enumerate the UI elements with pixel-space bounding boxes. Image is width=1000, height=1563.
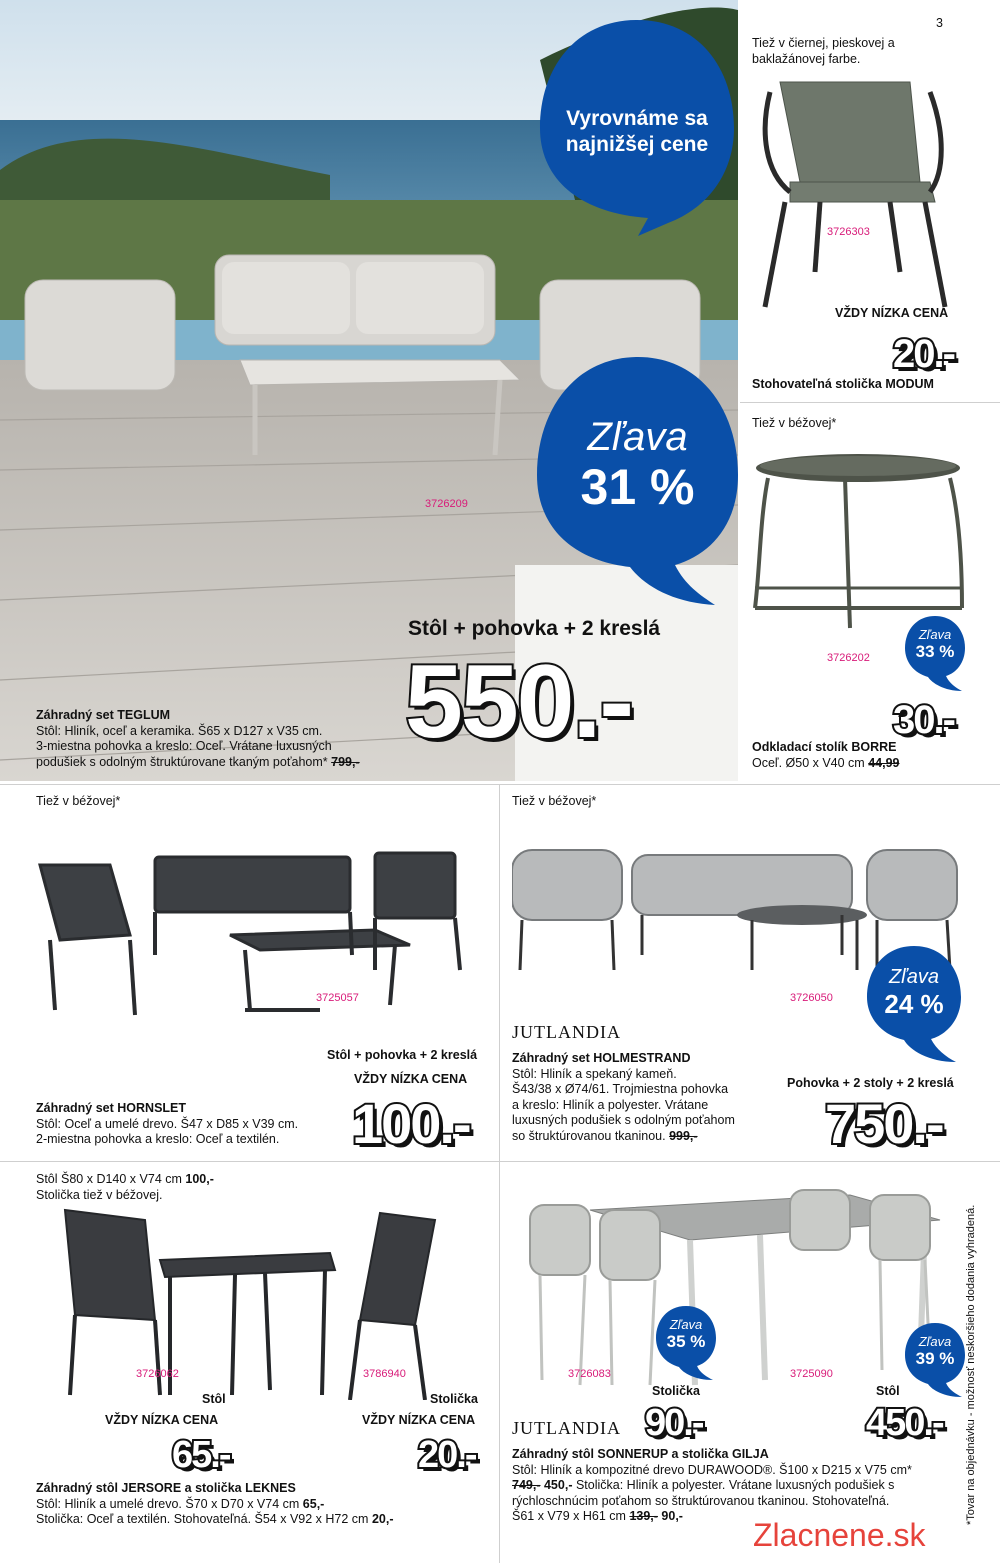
jersore-note-price: 100,-: [185, 1172, 214, 1186]
modum-note: [752, 36, 895, 67]
hornslet-desc-2: 2-miestna pohovka a kreslo: Oceľ a textilén.: [36, 1132, 280, 1146]
sku-borre: 3726202: [827, 652, 870, 664]
gilja-new-price: 90,-: [661, 1509, 683, 1523]
sonnerup-table-price: 450.-: [866, 1402, 943, 1444]
gilja-chair-label: Stolička: [652, 1384, 700, 1398]
discount-bubble-39: [904, 1322, 966, 1398]
sonnerup-new-price: 450,-: [543, 1478, 573, 1492]
discount-label: Zľava: [669, 1317, 703, 1332]
hero-headline: Stôl + pohovka + 2 kreslá: [408, 617, 661, 640]
hero-price: 550.-: [405, 644, 633, 760]
discount-value: 35 %: [666, 1332, 706, 1351]
teglum-desc-1: Stôl: Hliník, oceľ a keramika. Š65 x D127 x V35 cm.: [36, 723, 323, 738]
jersore-title: Záhradný stôl JERSORE a stolička LEKNES: [36, 1481, 296, 1495]
jutlandia-logo: JUTLANDIA: [512, 1418, 621, 1438]
bubble-line-2: najnižšej cene: [565, 133, 709, 156]
sku-sonnerup-table: 3725090: [790, 1368, 833, 1380]
side-note: *Tovar na objednávku - možnosť neskoršieho dodania vyhradená.: [965, 1204, 977, 1525]
divider: [740, 402, 1000, 403]
sku-jersore-table: 3726062: [136, 1368, 179, 1380]
borre-desc: Oceľ. Ø50 x V40 cm: [752, 755, 865, 770]
teglum-desc-3: podušiek s odolným štruktúrovane tkaným poťahom*: [36, 754, 328, 769]
bubble-line-1: Vyrovnáme sa: [566, 107, 708, 130]
leknes-chair-price: 20.-: [418, 1434, 476, 1476]
sonnerup-text: [512, 1447, 947, 1525]
holmestrand-desc-2: Š43/38 x Ø74/61. Trojmiestna pohovka: [512, 1082, 729, 1096]
hornslet-desc-1: Stôl: Oceľ a umelé drevo. Š47 x D85 x V39 cm.: [36, 1116, 299, 1131]
hornslet-set-image: [30, 845, 490, 1030]
discount-bubble-31: [535, 355, 740, 610]
hornslet-badge: VŽDY NÍZKA CENA: [354, 1072, 468, 1086]
teglum-old-price: 799,-: [331, 754, 360, 769]
jersore-note-1: Stôl Š80 x D140 x V74 cm: [36, 1172, 182, 1186]
hornslet-text: [36, 1101, 298, 1148]
jersore-desc-2-price: 20,-: [371, 1512, 394, 1526]
jersore-desc-1-price: 65,-: [302, 1496, 325, 1511]
discount-value: 31 %: [580, 459, 695, 515]
jersore-note: [36, 1172, 214, 1203]
discount-label: Zľava: [918, 627, 952, 642]
hornslet-note: Tiež v béžovej*: [36, 794, 121, 808]
divider: [0, 784, 1000, 785]
modum-badge: VŽDY NÍZKA CENA: [835, 306, 949, 320]
teglum-desc-2: 3-miestna pohovka a kreslo: Oceľ. Vrátane luxusných: [36, 739, 332, 753]
jersore-desc-2: Stolička: Oceľ a textilén. Stohovateľná. Š54 x V92 x H72 cm: [36, 1512, 369, 1526]
sonnerup-desc-3: rýchloschnúcim poťahom so štruktúrovanou tkaninou. Stohovateľná.: [512, 1493, 890, 1508]
sonnerup-table-label: Stôl: [876, 1384, 900, 1398]
holmestrand-desc-3: a kreslo: Hliník a polyester. Vrátane: [512, 1097, 709, 1112]
sku-hornslet: 3725057: [316, 992, 359, 1004]
sonnerup-set-image: [520, 1180, 950, 1400]
modum-chair-image: [760, 72, 950, 317]
holmestrand-old-price: 999,-: [669, 1128, 698, 1143]
sku-teglum: 3726209: [425, 498, 468, 510]
discount-label: Zľava: [918, 1334, 952, 1349]
holmestrand-desc-5: so štruktúrovanou tkaninou.: [512, 1128, 666, 1143]
jersore-table-badge: VŽDY NÍZKA CENA: [105, 1413, 219, 1427]
borre-title: Odkladací stolík BORRE: [752, 740, 897, 754]
holmestrand-title: Záhradný set HOLMESTRAND: [512, 1051, 691, 1065]
hornslet-headline: Stôl + pohovka + 2 kreslá: [327, 1048, 478, 1062]
jersore-desc-1: Stôl: Hliník a umelé drevo. Š70 x D70 x V74 cm: [36, 1496, 300, 1511]
sku-leknes-chair: 3786940: [363, 1368, 406, 1380]
sonnerup-title: Záhradný stôl SONNERUP a stolička GILJA: [512, 1447, 769, 1461]
sonnerup-desc-4: Š61 x V79 x H61 cm: [512, 1509, 626, 1523]
borre-old-price: 44,99: [868, 755, 900, 770]
price-match-bubble: [538, 18, 736, 238]
divider: [499, 784, 500, 1563]
jersore-table-label: Stôl: [202, 1392, 226, 1406]
holmestrand-desc-4: luxusných podušiek s odolným poťahom: [512, 1113, 735, 1127]
teglum-text: [36, 708, 406, 770]
page-number: 3: [936, 16, 943, 30]
sonnerup-desc-2: Stolička: Hliník a polyester. Vrátane luxusných podušiek s: [575, 1478, 895, 1492]
watermark: Zlacnene.sk: [753, 1517, 926, 1553]
gilja-old-price: 139,-: [629, 1509, 658, 1523]
sonnerup-old-price: 749,-: [512, 1478, 541, 1492]
jersore-text: [36, 1481, 394, 1528]
holmestrand-desc-1: Stôl: Hliník a spekaný kameň.: [512, 1066, 677, 1081]
borre-note: Tiež v béžovej*: [752, 416, 837, 430]
holmestrand-text: [512, 1051, 735, 1144]
sonnerup-desc-1: Stôl: Hliník a kompozitné drevo DURAWOOD®. Š100 x D215 x V75 cm*: [512, 1462, 912, 1477]
sku-holmestrand: 3726050: [790, 992, 833, 1004]
leknes-chair-label: Stolička: [430, 1392, 478, 1406]
holmestrand-headline: Pohovka + 2 stoly + 2 kreslá: [787, 1076, 954, 1090]
modum-price: 20.-: [893, 332, 954, 376]
holmestrand-note: Tiež v béžovej*: [512, 794, 597, 808]
discount-value: 33 %: [915, 642, 955, 661]
jutlandia-logo: JUTLANDIA: [512, 1022, 621, 1042]
jersore-table-price: 65.-: [172, 1434, 230, 1476]
divider: [0, 1161, 1000, 1162]
borre-text: [752, 740, 899, 771]
borre-price: 30.-: [893, 698, 954, 742]
discount-bubble-35: [655, 1305, 717, 1381]
sku-gilja-chair: 3726083: [568, 1368, 611, 1380]
discount-bubble-24: [866, 945, 962, 1065]
discount-bubble-33: [904, 615, 966, 693]
discount-label: Zľava: [888, 966, 940, 988]
borre-table-image: [750, 448, 970, 643]
discount-label: Zľava: [587, 415, 688, 459]
hornslet-title: Záhradný set HORNSLET: [36, 1101, 187, 1115]
jersore-note-2: Stolička tiež v béžovej.: [36, 1187, 163, 1202]
sku-modum: 3726303: [827, 226, 870, 238]
holmestrand-price: 750.-: [825, 1092, 943, 1155]
leknes-chair-badge: VŽDY NÍZKA CENA: [362, 1413, 476, 1427]
gilja-chair-price: 90.-: [645, 1402, 703, 1444]
discount-value: 39 %: [915, 1349, 955, 1368]
teglum-title: Záhradný set TEGLUM: [36, 708, 171, 722]
modum-title: Stohovateľná stolička MODUM: [752, 377, 934, 391]
modum-note-2: baklažánovej farbe.: [752, 51, 861, 66]
modum-note-1: Tiež v čiernej, pieskovej a: [752, 36, 895, 50]
hornslet-price: 100.-: [352, 1092, 470, 1155]
discount-value: 24 %: [884, 989, 944, 1019]
